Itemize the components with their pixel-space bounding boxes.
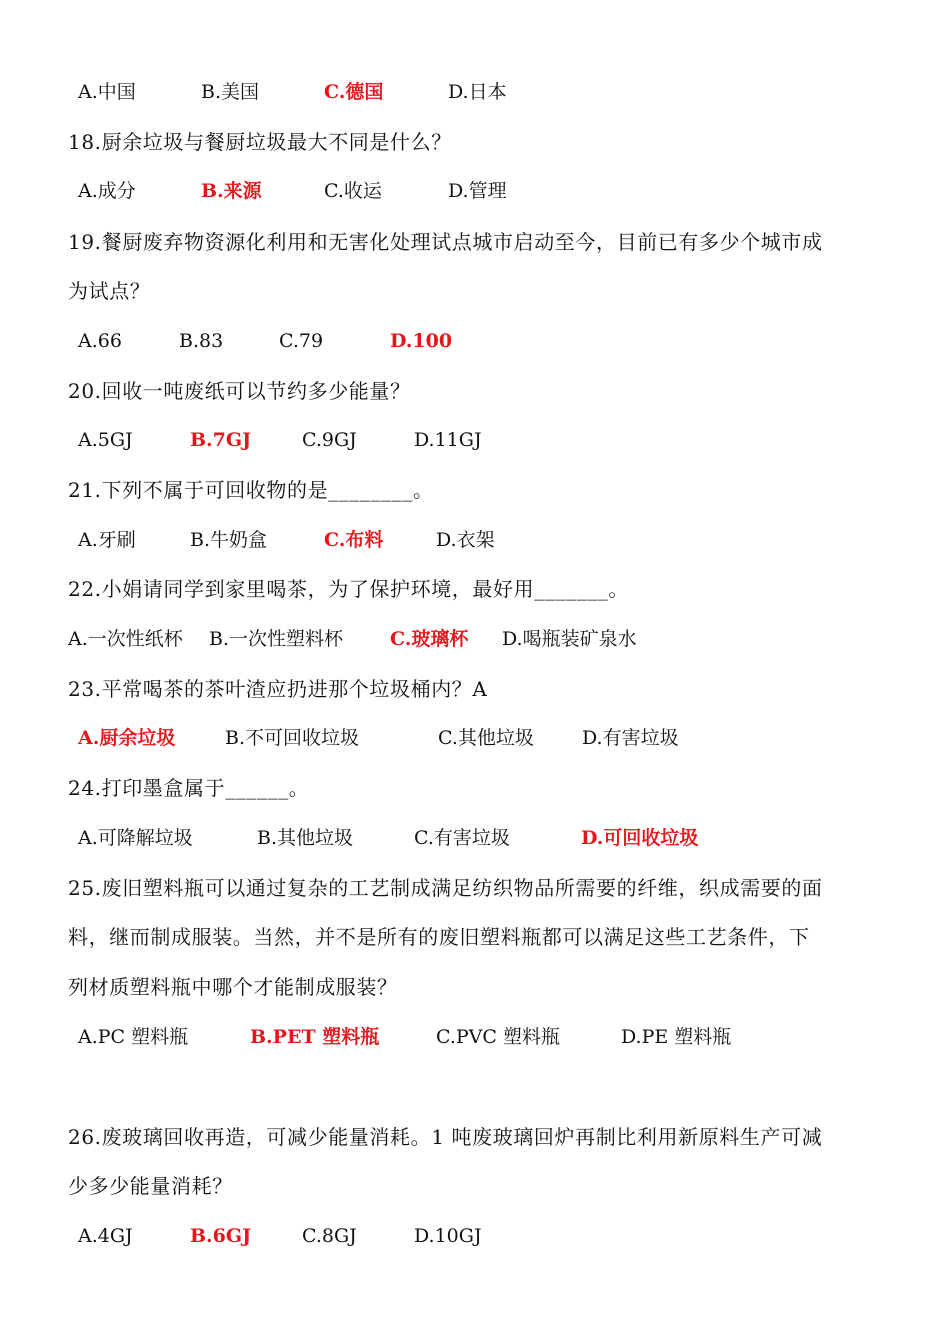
q20-options bbox=[68, 425, 900, 455]
q25-option-d: D.PE 塑料瓶 bbox=[621, 1026, 732, 1048]
q22-option-c-answer: C.玻璃杯 bbox=[390, 628, 469, 650]
q17-options bbox=[68, 77, 900, 107]
q19-option-c: C.79 bbox=[279, 330, 324, 352]
q23-option-d: D.有害垃圾 bbox=[582, 727, 679, 749]
q18-option-a: A.成分 bbox=[78, 180, 136, 202]
q24-option-d-answer: D.可回收垃圾 bbox=[581, 827, 699, 849]
q19-option-b: B.83 bbox=[179, 330, 224, 352]
q23-question: 23.平常喝茶的茶叶渣应扔进那个垃圾桶内？A bbox=[68, 677, 488, 701]
q19-option-d-answer: D.100 bbox=[390, 330, 453, 352]
q24-options bbox=[68, 823, 900, 853]
q18-options bbox=[68, 176, 900, 206]
q26-option-b-answer: B.6GJ bbox=[190, 1225, 252, 1247]
q18-option-b-answer: B.来源 bbox=[201, 180, 262, 202]
q26-option-c: C.8GJ bbox=[302, 1225, 357, 1247]
q20-option-c: C.9GJ bbox=[302, 429, 357, 451]
q24-option-c: C.有害垃圾 bbox=[414, 827, 510, 849]
q25-option-b-answer: B.PET 塑料瓶 bbox=[250, 1026, 380, 1048]
q18-question: 18.厨余垃圾与餐厨垃圾最大不同是什么？ bbox=[68, 130, 452, 154]
q21-option-a: A.牙刷 bbox=[78, 529, 136, 551]
q23-option-a-answer: A.厨余垃圾 bbox=[78, 727, 176, 749]
q17-option-c-answer: C.德国 bbox=[324, 81, 384, 103]
q19-option-a: A.66 bbox=[78, 330, 122, 352]
q26-option-a: A.4GJ bbox=[78, 1225, 133, 1247]
q26-question-line-1: 26.废玻璃回收再造，可减少能量消耗。1 吨废玻璃回炉再制比利用新原料生产可减 bbox=[68, 1125, 823, 1149]
q21-options bbox=[68, 525, 900, 555]
q25-option-a: A.PC 塑料瓶 bbox=[78, 1026, 189, 1048]
q18-option-d: D.管理 bbox=[448, 180, 507, 202]
q20-option-d: D.11GJ bbox=[414, 429, 482, 451]
q17-option-b: B.美国 bbox=[201, 81, 260, 103]
q25-option-c: C.PVC 塑料瓶 bbox=[436, 1026, 560, 1048]
q19-options bbox=[68, 326, 900, 356]
q22-option-b: B.一次性塑料杯 bbox=[209, 628, 344, 650]
q22-option-a: A.一次性纸杯 bbox=[68, 628, 183, 650]
q24-option-b: B.其他垃圾 bbox=[257, 827, 354, 849]
q19-question-line-1: 19.餐厨废弃物资源化利用和无害化处理试点城市启动至今，目前已有多少个城市成 bbox=[68, 230, 823, 254]
q26-option-d: D.10GJ bbox=[414, 1225, 482, 1247]
q18-option-c: C.收运 bbox=[324, 180, 382, 202]
q20-question: 20.回收一吨废纸可以节约多少能量？ bbox=[68, 379, 411, 403]
q20-option-a: A.5GJ bbox=[78, 429, 133, 451]
q17-option-d: D.日本 bbox=[448, 81, 507, 103]
q22-options bbox=[68, 624, 900, 654]
q26-options bbox=[68, 1221, 900, 1251]
q25-question-line-2: 料，继而制成服装。当然，并不是所有的废旧塑料瓶都可以满足这些工艺条件，下 bbox=[68, 925, 810, 949]
q26-question-line-2: 少多少能量消耗？ bbox=[68, 1174, 233, 1198]
q20-option-b-answer: B.7GJ bbox=[190, 429, 252, 451]
q19-question-line-2: 为试点？ bbox=[68, 279, 151, 303]
q21-option-c-answer: C.布料 bbox=[324, 529, 384, 551]
q25-question-line-3: 列材质塑料瓶中哪个才能制成服装？ bbox=[68, 975, 398, 999]
q21-option-d: D.衣架 bbox=[436, 529, 495, 551]
q24-question: 24.打印墨盒属于______。 bbox=[68, 776, 310, 800]
q22-option-d: D.喝瓶装矿泉水 bbox=[502, 628, 637, 650]
q21-option-b: B.牛奶盒 bbox=[190, 529, 268, 551]
q22-question: 22.小娟请同学到家里喝茶，为了保护环境，最好用_______。 bbox=[68, 577, 630, 601]
q25-question-line-1: 25.废旧塑料瓶可以通过复杂的工艺制成满足纺织物品所需要的纤维，织成需要的面 bbox=[68, 876, 823, 900]
q17-option-a: A.中国 bbox=[78, 81, 136, 103]
q23-options bbox=[68, 723, 900, 753]
q25-options bbox=[68, 1022, 900, 1052]
q24-option-a: A.可降解垃圾 bbox=[78, 827, 193, 849]
q23-option-b: B.不可回收垃圾 bbox=[225, 727, 360, 749]
q23-option-c: C.其他垃圾 bbox=[438, 727, 534, 749]
q21-question: 21.下列不属于可回收物的是________。 bbox=[68, 478, 434, 502]
